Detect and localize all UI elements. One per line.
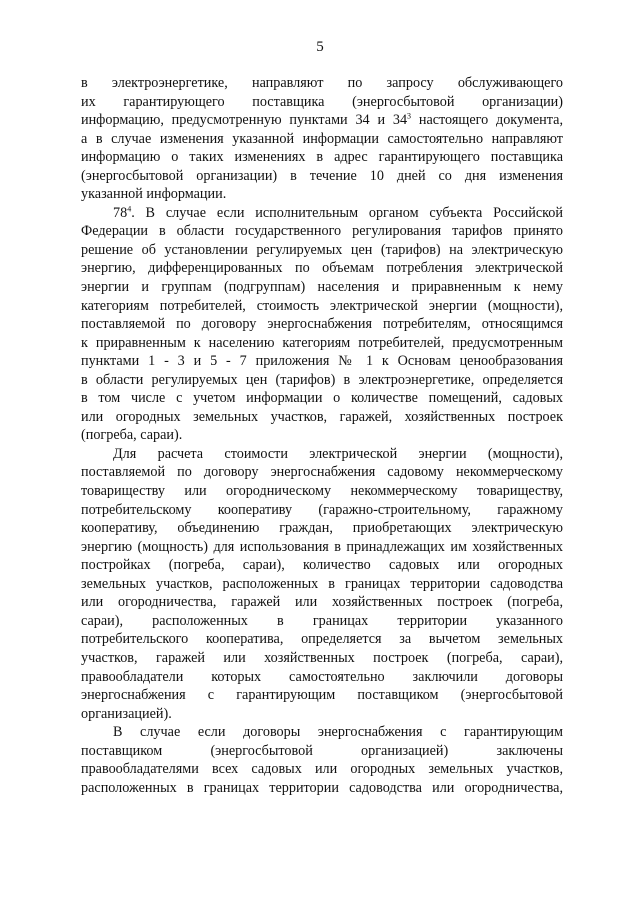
text-line: постройках (погреба, сараи), количество садовых или огородных [81,557,563,574]
text-line: в том числе с учетом информации о количестве помещений, садовых [81,390,563,407]
document-body [81,74,563,797]
text-line: указанной информации. [81,186,227,203]
superscript: 4 [127,204,132,214]
paragraph-3 [81,445,563,723]
text-line: земельных участков, расположенных в границах территории садоводства [81,575,563,592]
text-line: информацию о таких изменениях в адрес гарантирующего поставщика [81,149,563,166]
text-line: организацией). [81,705,172,722]
paragraph-2 [81,204,563,445]
text-line: а в случае изменения указанной информации самостоятельно направляют [81,130,563,147]
clause-number: 78 [113,204,128,221]
text-line: правообладателями всех садовых или огородных земельных участков, [81,761,563,778]
text-line: Федерации в области государственного регулирования тарифов принято [81,223,563,240]
text-line: (энергосбытовой организации) в течение 10 дней со дня изменения [81,167,563,184]
text-line: энергию, дифференцированных по объемам потребления электрической [81,260,563,277]
text-line: поставщиком (энергосбытовой организацией) заключены [81,742,563,759]
text-line: или огородничества, гаражей или хозяйственных построек (погреба, [81,594,563,611]
text-line: энергию (мощность) для использования в принадлежащих им хозяйственных [81,538,563,555]
text-fragment: . В случае если исполнительным органом субъекта Российской [131,204,563,221]
text-line: поставляемой по договору энергоснабжения потребителям, относящимся [81,316,563,333]
text-line: потребительскому кооперативу (гаражно-строительному, гаражному [81,501,563,518]
text-line: сараи), расположенных в границах территории указанного [81,612,563,629]
text-line: пунктами 1 - 3 и 5 - 7 приложения № 1 к Основам ценообразования [81,353,563,370]
superscript: 3 [407,111,412,121]
text-line: кооперативу, объединению граждан, приобретающих электрическую [81,520,563,537]
text-line: в электроэнергетике, направляют по запросу обслуживающего [81,75,563,91]
text-line: правообладатели которых самостоятельно заключили договоры [81,668,563,685]
text-fragment: информацию, предусмотренную пунктами 34 и 34 [81,112,408,129]
text-line: энергоснабжения с гарантирующим поставщиком (энергосбытовой [81,687,563,704]
text-line: (погреба, сараи). [81,427,183,444]
text-line: в области регулируемых цен (тарифов) в электроэнергетике, определяется [81,371,563,388]
text-line: их гарантирующего поставщика (энергосбытовой организации) [81,93,563,110]
text-line: категориям потребителей, стоимость электрической энергии (мощности), [81,297,563,314]
text-line: решение об установлении регулируемых цен (тарифов) на электрическую [81,241,563,258]
page-number: 5 [316,39,324,55]
text-line [81,111,563,130]
text-line: товариществу или огородническому некоммерческому товариществу, [81,483,563,500]
text-fragment: настоящего документа, [411,112,563,129]
text-line: поставляемой по договору энергоснабжения садовому некоммерческому [81,464,563,481]
text-line: к приравненным к населению категориям потребителей, предусмотренным [81,334,563,351]
text-line: энергии и группам (подгруппам) населения и приравненным к нему [81,279,563,296]
text-line: участков, гаражей или хозяйственных построек (погреба, сараи), [81,649,563,666]
text-line: В случае если договоры энергоснабжения с гарантирующим [113,724,563,741]
text-line: расположенных в границах территории садоводства или огородничества, [81,779,563,796]
text-line: Для расчета стоимости электрической энергии (мощности), [113,445,563,462]
text-line: или огородных земельных участков, гаражей, хозяйственных построек [81,408,563,425]
paragraph-1 [81,74,563,204]
text-line [81,204,563,223]
text-line: потребительского кооператива, определяется за вычетом земельных [81,631,563,648]
paragraph-4 [81,723,563,797]
